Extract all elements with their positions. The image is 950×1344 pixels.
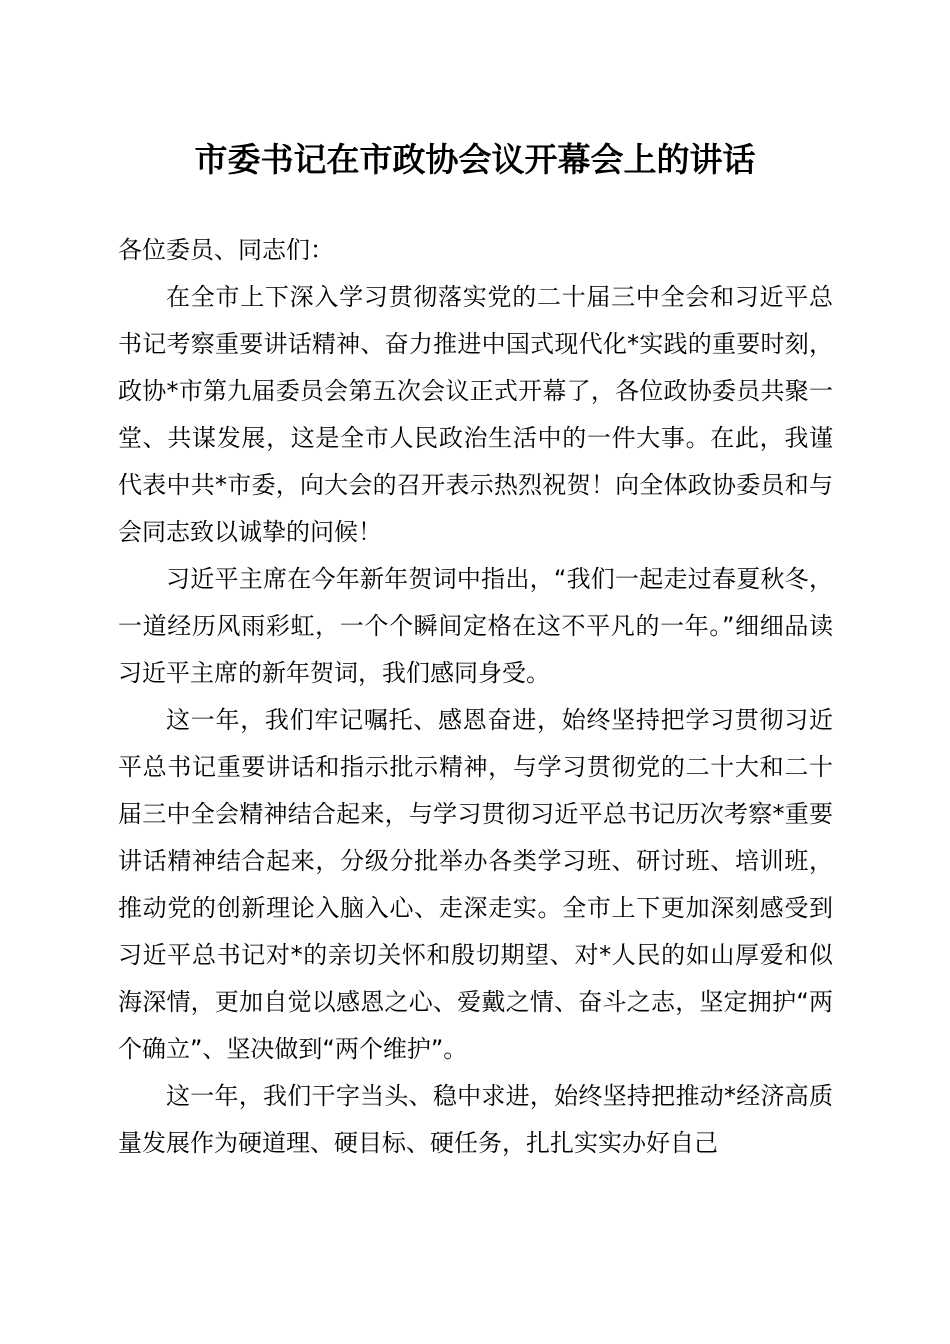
- paragraph-economic-development: 这一年，我们干字当头、稳中求进，始终坚持把推动*经济高质量发展作为硬道理、硬目标、硬任务，扎扎实实办好自己: [118, 1082, 833, 1157]
- salutation: 各位委员、同志们：: [118, 236, 334, 264]
- document-title: 市委书记在市政协会议开幕会上的讲话: [194, 140, 756, 179]
- document-body: [118, 227, 833, 1167]
- paragraph-new-year-message: 习近平主席在今年新年贺词中指出，“我们一起走过春夏秋冬，一道经历风雨彩虹，一个个瞬间定格在这不平凡的一年。”细细品读习近平主席的新年贺词，我们感同身受。: [118, 565, 833, 687]
- paragraph-study-and-implement: 这一年，我们牢记嘱托、感恩奋进，始终坚持把学习贯彻习近平总书记重要讲话和指示批示精神，与学习贯彻党的二十大和二十届三中全会精神结合起来，与学习贯彻习近平总书记历次考察*重要讲话精神结合起来，分级分批举办各类学习班、研讨班、培训班，推动党的创新理论入脑入心、走深走实。全市上下更加深刻感受到习近平总书记对*的亲切关怀和殷切期望、对*人民的如山厚爱和似海深情，更加自觉以感恩之心、爱戴之情、奋斗之志，坚定拥护“两个确立”、坚决做到“两个维护”。: [118, 706, 833, 1063]
- paragraph-opening: 在全市上下深入学习贯彻落实党的二十届三中全会和习近平总书记考察重要讲话精神、奋力推进中国式现代化*实践的重要时刻，政协*市第九届委员会第五次会议正式开幕了，各位政协委员共聚一堂、共谋发展，这是全市人民政治生活中的一件大事。在此，我谨代表中共*市委，向大会的召开表示热烈祝贺！向全体政协委员和与会同志致以诚挚的问候！: [118, 283, 833, 546]
